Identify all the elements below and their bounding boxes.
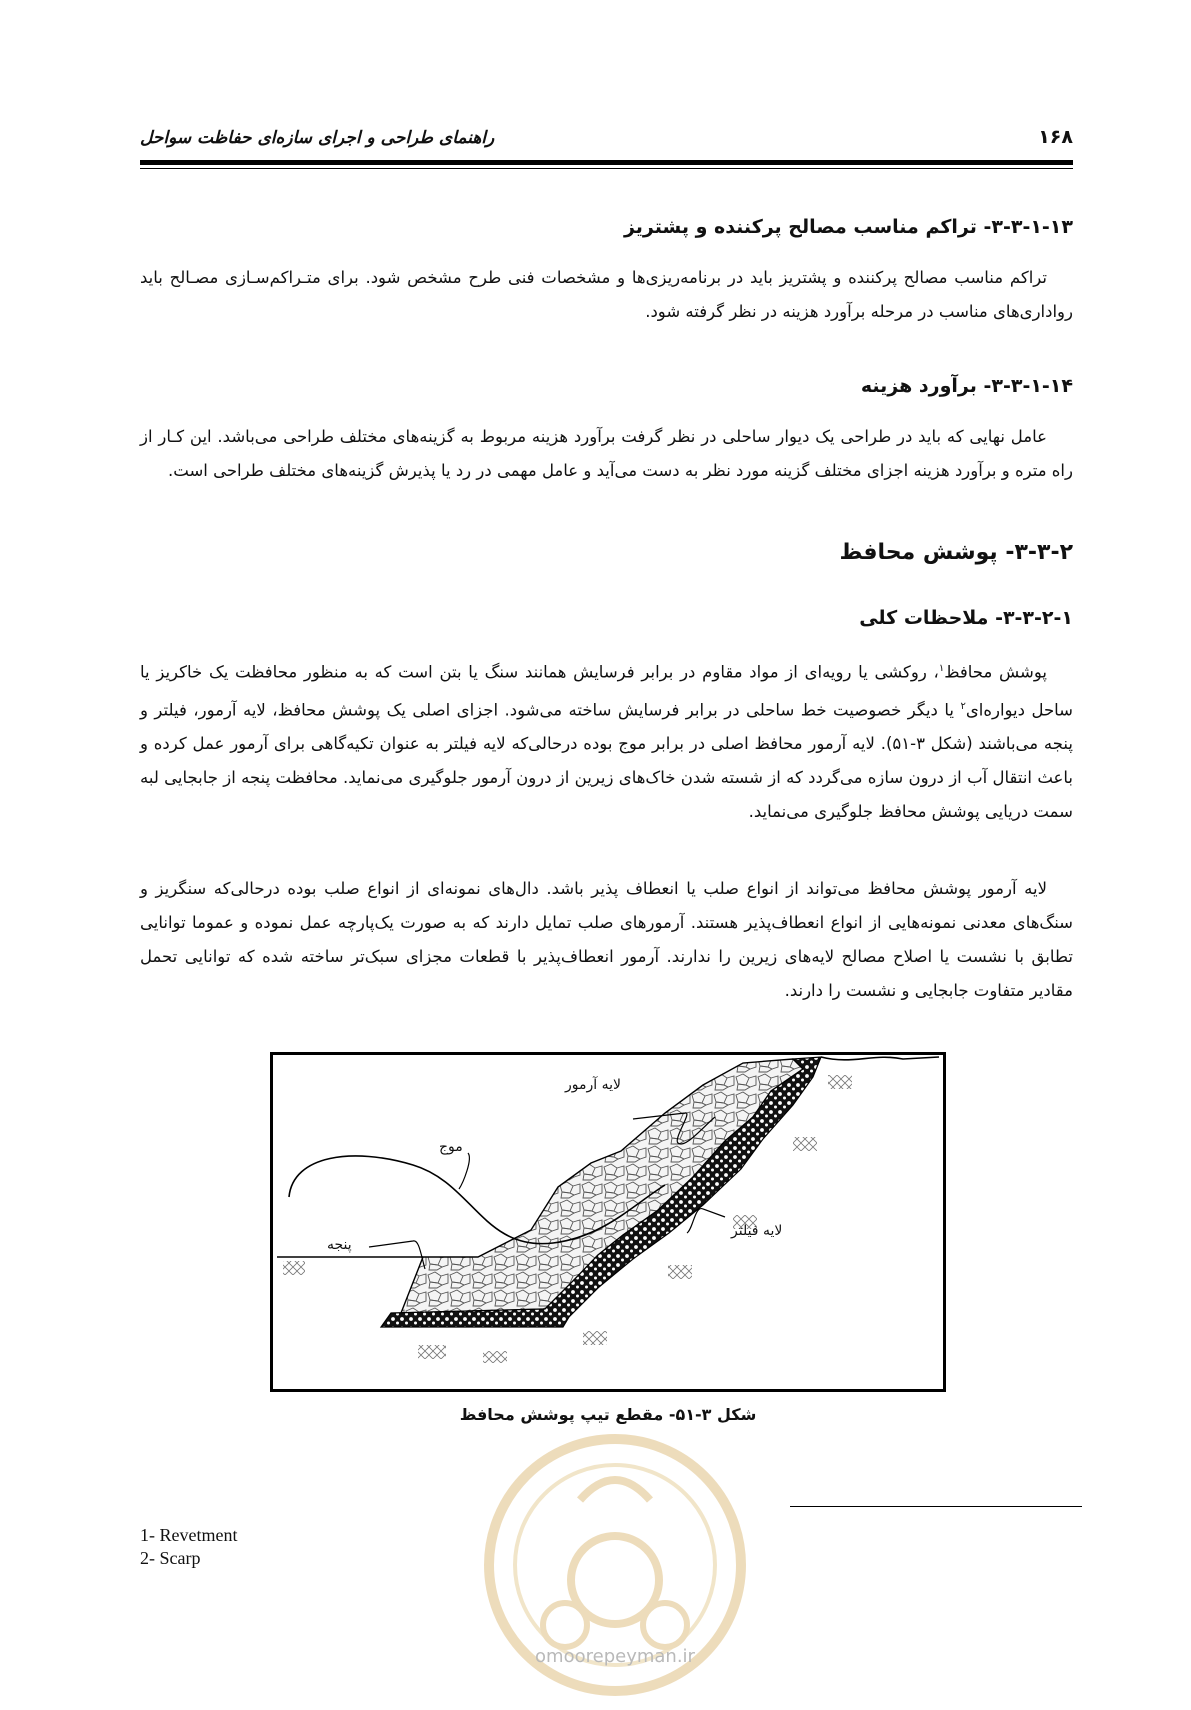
figure-label-toe: پنجه [327, 1237, 352, 1253]
heading-section-revetment: ۳-۳-۲- پوشش محافظ [839, 540, 1073, 565]
revetment-diagram [273, 1055, 943, 1389]
figure-label-wave: موج [439, 1139, 463, 1155]
paragraph-section-14: عامل نهایی که باید در طراحی یک دیوار ساحلی در نظر گرفت برآورد هزینه مربوط به گزینه‌های مختلف طراحی می‌باشد. این کـار از راه متره و برآورد هزینه اجزای مختلف گزینه مورد نظر به دست می‌آید و عامل مهمی در رد یا پذیرش گزینه‌های مختلف طراحی است. [140, 427, 1073, 480]
header-rule-thin [140, 168, 1073, 169]
heading-section-13: ۳-۳-۱-۱۳- تراکم مناسب مصالح پرکننده و پشتریز [623, 216, 1073, 238]
footnote-ref-2[interactable]: ۲ [960, 700, 966, 712]
header-rule-thick [140, 160, 1073, 165]
figure-revetment-section [270, 1052, 946, 1392]
heading-section-14: ۳-۳-۱-۱۴- برآورد هزینه [860, 375, 1073, 397]
paragraph-part-b: ، روکشی یا رویه‌ای از مواد مقاوم در برابر فرسایش همانند سنگ یا بتن است که به منظور محافظت یک خاکریز یا ساحل دیواره‌ای [140, 662, 1073, 719]
caption-text: - مقطع تیپ پوشش محافظ [459, 1405, 676, 1424]
paragraph-part-c: یا دیگر خصوصیت خط ساحلی در برابر فرسایش ساخته می‌شود. اجزای اصلی یک پوشش محافظ، لایه آرمور، فیلتر و پنجه می‌باشند (شکل ۳-۵۱). لایه آرمور محافظ اصلی در برابر موج بوده درحالی‌که لایه فیلتر به عنوان تکیه‌گاهی برای آرمور عمل کرده و باعث انتقال آب از درون سازه می‌گردد که از شسته شدن خاک‌های زیرین از درون آرمور جلوگیری می‌نماید. محافظت پنجه از جابجایی لبه سمت دریایی پوشش محافظ جلوگیری می‌نماید. [140, 700, 1073, 821]
footnote-1: 1- Revetment [140, 1525, 238, 1545]
footnote-2: 2- Scarp [140, 1548, 201, 1568]
figure-label-armor-layer: لایه آرمور [565, 1077, 621, 1093]
heading-general-considerations: ۳-۳-۲-۱- ملاحظات کلی [859, 607, 1073, 629]
caption-number: شکل ۳-۵۱ [675, 1405, 757, 1424]
page-number: ۱۶۸ [1038, 126, 1073, 148]
paragraph-revetment-definition [140, 652, 1073, 829]
page-header [140, 126, 1073, 156]
footnote-ref-1[interactable]: ۱ [938, 663, 945, 674]
figure-label-filter-layer: لایه فیلتر [731, 1223, 783, 1239]
paragraph-part-a: پوشش محافظ [944, 662, 1047, 682]
paragraph-armor-types: لایه آرمور پوشش محافظ می‌تواند از انواع صلب یا انعطاف پذیر باشد. دال‌های نمونه‌ای از انواع صلب بوده درحالی‌که سنگریز و سنگ‌های معدنی نمونه‌هایی از انواع انعطاف‌پذیر هستند. آرمورهای صلب تمایل دارند که به صورت یک‌پارچه عمل نموده و عموما توانایی تطابق با نشست یا اصلاح مصالح لایه‌های زیرین را ندارند. آرمور انعطاف‌پذیر با قطعات مجزای سبک‌تر ساخته شده که توانایی تحمل مقادیر متفاوت جابجایی و نشست را دارند. [140, 879, 1073, 1000]
watermark-url: omoorepeyman.ir [535, 1646, 695, 1667]
paragraph-section-13: تراکم مناسب مصالح پرکننده و پشتریز باید در برنامه‌ریزی‌ها و مشخصات فنی طرح مشخص شود. برای متـراکم‌سـازی مصـالح باید رواداری‌های مناسب در مرحله برآورد هزینه در نظر گرفته شود. [140, 268, 1073, 321]
footnote-rule [790, 1506, 1082, 1507]
running-title: راهنمای طراحی و اجرای سازه‌ای حفاظت سواحل [140, 128, 495, 148]
